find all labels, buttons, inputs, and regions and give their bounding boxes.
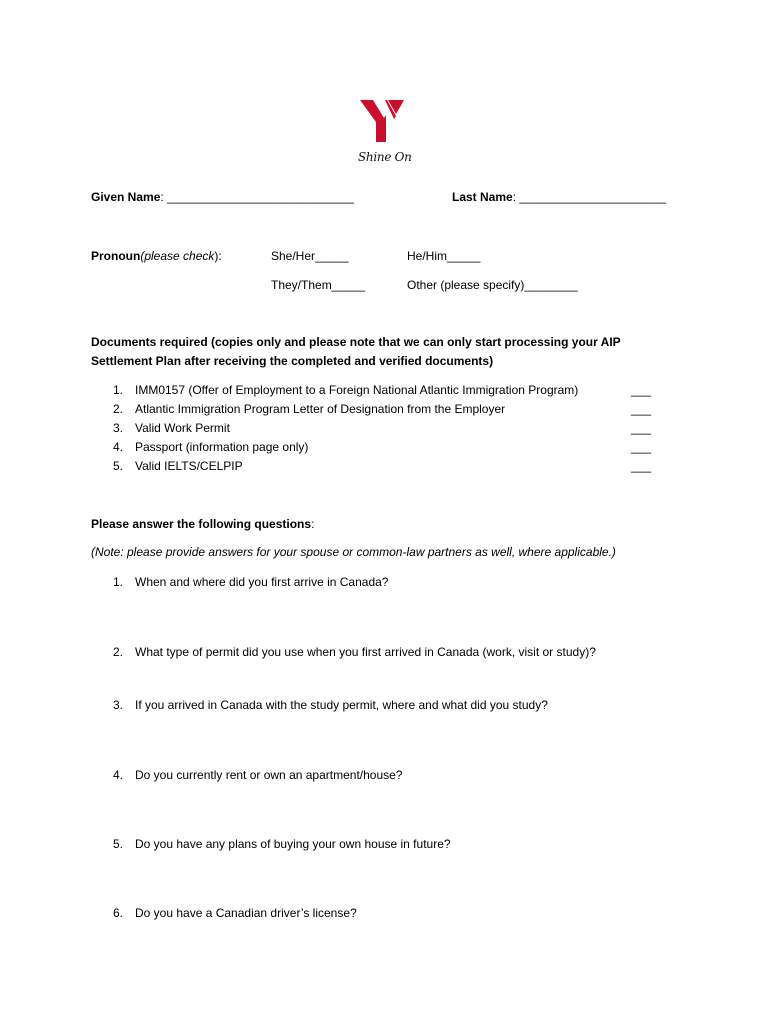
documents-heading-line2: Settlement Plan after receiving the completed and verified documents) <box>91 354 494 368</box>
pronoun-label: Pronoun(please check): <box>91 249 222 263</box>
documents-heading-line1: Documents required (copies only and please note that we can only start processing your AIP <box>91 335 621 349</box>
pronoun-option-she-her[interactable]: She/Her_____ <box>271 249 349 263</box>
last-name-field[interactable] <box>452 190 666 204</box>
question-text: Do you have any plans of buying your own house in future? <box>135 837 451 851</box>
document-checkbox[interactable]: ___ <box>631 421 652 435</box>
document-checkbox[interactable]: ___ <box>631 459 652 473</box>
ymca-y-logo-icon <box>352 96 416 146</box>
question-text: What type of permit did you use when you first arrived in Canada (work, visit or study)? <box>135 645 596 659</box>
question-text: When and where did you first arrive in Canada? <box>135 575 389 589</box>
last-name-label: Last Name <box>452 190 513 204</box>
pronoun-option-other[interactable]: Other (please specify)________ <box>407 278 578 292</box>
logo-tagline: Shine On <box>358 150 412 164</box>
questions-note: (Note: please provide answers for your spouse or common-law partners as well, where applicable.) <box>91 545 616 559</box>
question-text: Do you have a Canadian driver’s license? <box>135 906 357 920</box>
given-name-label: Given Name <box>91 190 161 204</box>
document-checkbox[interactable]: ___ <box>631 383 652 397</box>
ymca-logo <box>352 96 416 172</box>
pronoun-option-he-him[interactable]: He/Him_____ <box>407 249 481 263</box>
document-checkbox[interactable]: ___ <box>631 440 652 454</box>
questions-heading: Please answer the following questions: <box>91 517 315 531</box>
pronoun-option-they-them[interactable]: They/Them_____ <box>271 278 366 292</box>
document-checkbox[interactable]: ___ <box>631 402 652 416</box>
question-text: If you arrived in Canada with the study permit, where and what did you study? <box>135 698 548 712</box>
given-name-field[interactable] <box>91 190 354 204</box>
question-text: Do you currently rent or own an apartment/house? <box>135 768 403 782</box>
last-name-line: : ______________________ <box>512 190 667 204</box>
given-name-line: : ____________________________ <box>160 190 354 204</box>
